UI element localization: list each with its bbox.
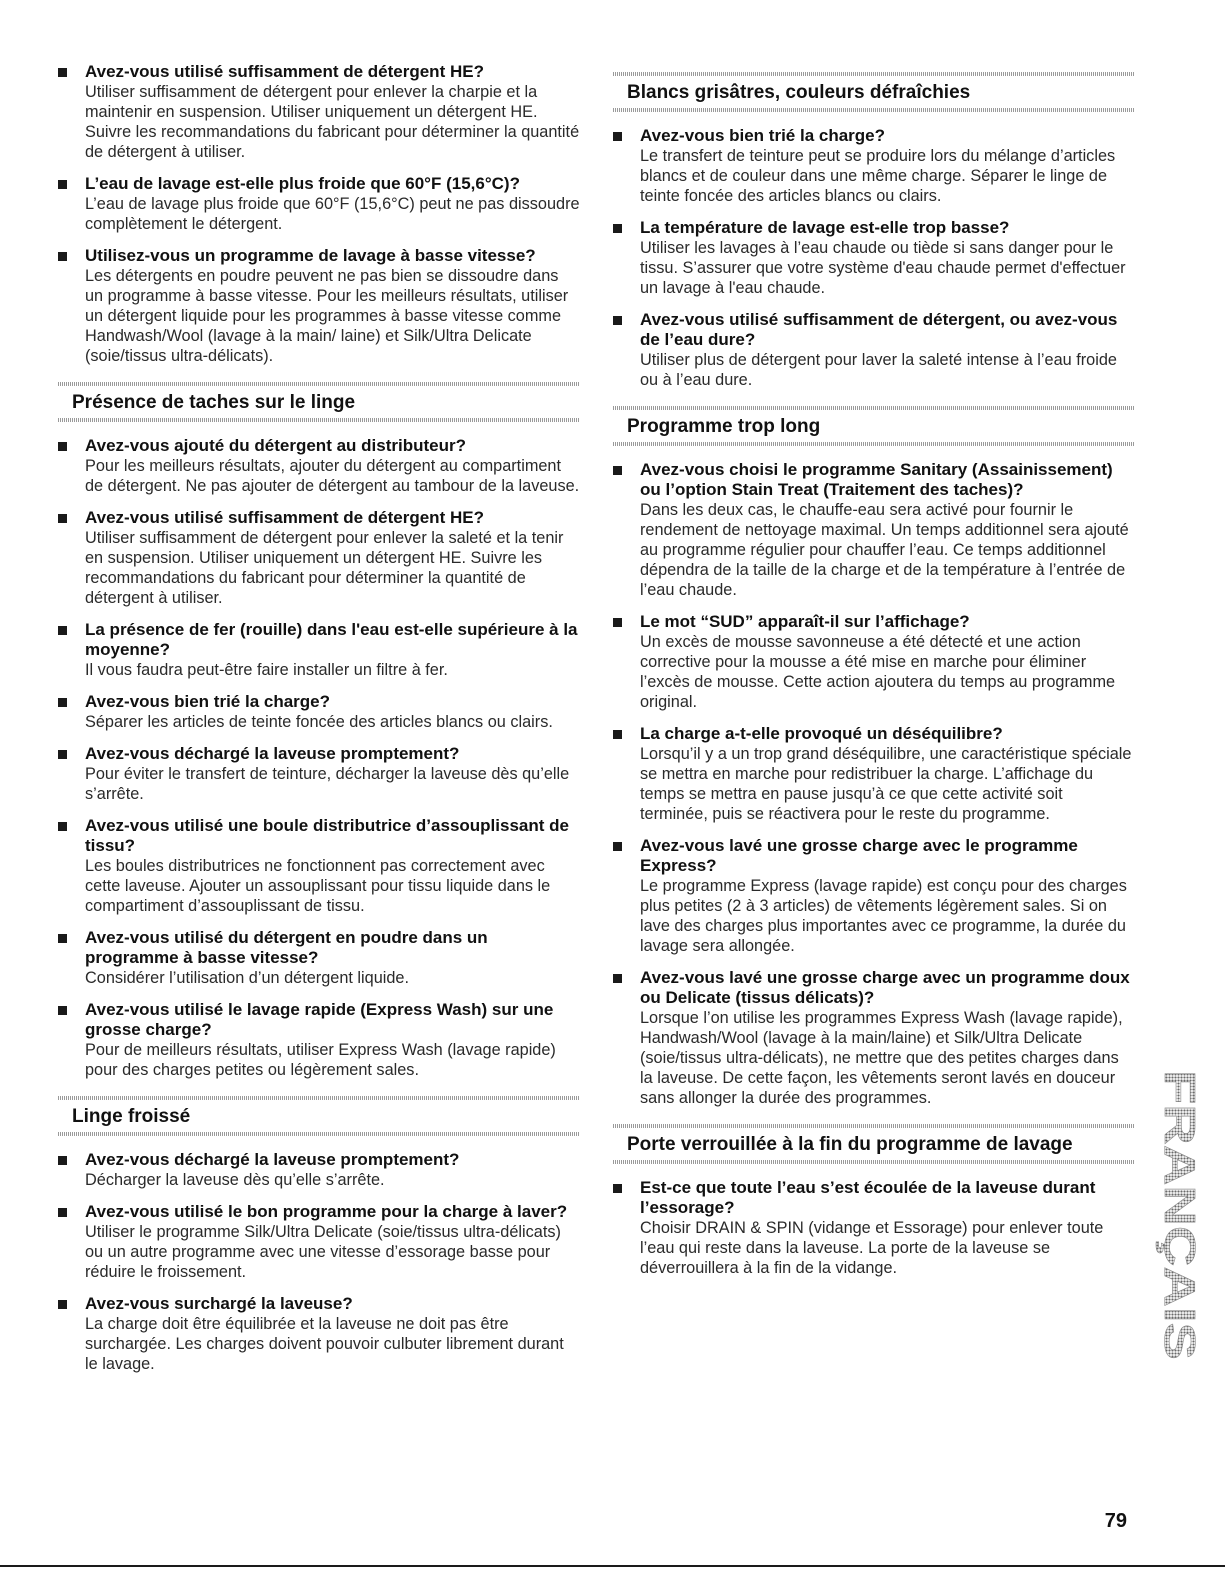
divider xyxy=(613,442,1135,446)
section-header xyxy=(58,1096,580,1136)
answer: Les détergents en poudre peuvent ne pas bien se dissoudre dans un programme à basse vitesse. Pour les meilleurs résultats, utiliser un détergent liquide pour les programmes à basse vitesse comme Handwash/Wool (lavage à la main/ laine) et Silk/Ultra Delicate (soie/tissus ultra-délicats). xyxy=(85,267,569,365)
answer: Considérer l’utilisation d’un détergent liquide. xyxy=(85,969,410,987)
bullet-icon xyxy=(613,132,622,141)
bullet-icon xyxy=(58,626,67,635)
bullet-icon xyxy=(58,934,67,943)
list-item xyxy=(58,1000,580,1080)
question: Est-ce que toute l’eau s’est écoulée de la laveuse durant l’essorage? xyxy=(640,1178,1096,1217)
answer: Décharger la laveuse dès qu’elle s’arrête. xyxy=(85,1171,385,1189)
list-item xyxy=(613,612,1135,712)
question: Avez-vous bien trié la charge? xyxy=(85,692,330,711)
bullet-icon xyxy=(58,1156,67,1165)
divider xyxy=(613,1160,1135,1164)
list-item xyxy=(613,968,1135,1108)
question: L’eau de lavage est-elle plus froide que 60°F (15,6°C)? xyxy=(85,174,520,193)
bullet-icon xyxy=(613,842,622,851)
question: Avez-vous utilisé suffisamment de détergent HE? xyxy=(85,62,484,81)
question: Avez-vous utilisé le bon programme pour la charge à laver? xyxy=(85,1202,568,1221)
question: Avez-vous utilisé une boule distributrice d’assouplissant de tissu? xyxy=(85,816,569,855)
bullet-icon xyxy=(613,224,622,233)
list-item xyxy=(613,836,1135,956)
bullet-icon xyxy=(58,1300,67,1309)
answer: Choisir DRAIN & SPIN (vidange et Essorage) pour enlever toute l’eau qui reste dans la laveuse. La porte de la laveuse se déverrouillera à la fin de la vidange. xyxy=(640,1219,1104,1277)
answer: Dans les deux cas, le chauffe-eau sera activé pour fournir le rendement de nettoyage maximal. Un temps additionnel sera ajouté au programme régulier pour chauffer l’eau. Ce temps additionnel dépendra de la taille de la charge et de la température à l’entrée de l’eau chaude. xyxy=(640,501,1129,599)
bullet-icon xyxy=(613,1184,622,1193)
question: Avez-vous lavé une grosse charge avec un programme doux ou Delicate (tissus délicats)? xyxy=(640,968,1130,1007)
answer: Lorsqu’il y a un trop grand déséquilibre, une caractéristique spéciale se mettra en marche pour redistribuer la charge. L’affichage du temps se mettra en pause jusqu’à ce que cette activité soit terminée, puis se réactivera pour le reste du programme. xyxy=(640,745,1132,823)
list-item xyxy=(613,460,1135,600)
answer: Il vous faudra peut-être faire installer un filtre à fer. xyxy=(85,661,448,679)
answer: Utiliser les lavages à l’eau chaude ou tiède si sans danger pour le tissu. S’assurer que votre système d'eau chaude permet d'effectuer un lavage à l'eau chaude. xyxy=(640,239,1126,297)
bullet-icon xyxy=(613,618,622,627)
answer: Pour les meilleurs résultats, ajouter du détergent au compartiment de détergent. Ne pas ajouter de détergent au tambour de la laveuse. xyxy=(85,457,580,495)
list-item xyxy=(613,1178,1135,1278)
page-number: 79 xyxy=(1104,1510,1127,1532)
answer: Utiliser le programme Silk/Ultra Delicate (soie/tissus ultra-délicats) ou un autre programme avec une vitesse d’essorage basse pour réduire le froissement. xyxy=(85,1223,561,1281)
question: Avez-vous déchargé la laveuse promptement? xyxy=(85,1150,460,1169)
answer: Le programme Express (lavage rapide) est conçu pour des charges plus petites (2 à 3 articles) de vêtements légèrement sales. Si on lave des charges plus importantes avec ce programme, la durée du lavage sera allongée. xyxy=(640,877,1127,955)
answer: La charge doit être équilibrée et la laveuse ne doit pas être surchargée. Les charges doivent pouvoir culbuter librement durant le lavage. xyxy=(85,1315,564,1373)
question: La température de lavage est-elle trop basse? xyxy=(640,218,1010,237)
question: Avez-vous lavé une grosse charge avec le programme Express? xyxy=(640,836,1078,875)
list-item xyxy=(58,508,580,608)
list-item xyxy=(58,436,580,496)
question: Avez-vous utilisé suffisamment de détergent HE? xyxy=(85,508,484,527)
divider xyxy=(613,108,1135,112)
answer: Un excès de mousse savonneuse a été détecté et une action corrective pour la mousse a été mise en marche pour éliminer l’excès de mousse. Cette action ajoutera du temps au programme original. xyxy=(640,633,1116,711)
list-item xyxy=(613,126,1135,206)
list-item xyxy=(58,816,580,916)
bullet-icon xyxy=(613,730,622,739)
list-item xyxy=(58,246,580,366)
bullet-icon xyxy=(58,1006,67,1015)
bullet-icon xyxy=(58,180,67,189)
bullet-icon xyxy=(58,822,67,831)
bullet-icon xyxy=(613,466,622,475)
bottom-rule xyxy=(0,1565,1225,1567)
question: Avez-vous bien trié la charge? xyxy=(640,126,885,145)
list-item xyxy=(58,744,580,804)
bullet-icon xyxy=(613,316,622,325)
bullet-icon xyxy=(58,1208,67,1217)
question: Avez-vous choisi le programme Sanitary (Assainissement) ou l’option Stain Treat (Traitement des taches)? xyxy=(640,460,1113,499)
bullet-icon xyxy=(58,698,67,707)
question: La présence de fer (rouille) dans l'eau est-elle supérieure à la moyenne? xyxy=(85,620,578,659)
list-item xyxy=(58,174,580,234)
list-item xyxy=(58,1294,580,1374)
answer: Le transfert de teinture peut se produire lors du mélange d’articles blancs et de couleur dans une même charge. Séparer le linge de teinte foncée des articles blancs ou clairs. xyxy=(640,147,1116,205)
question: Avez-vous utilisé du détergent en poudre dans un programme à basse vitesse? xyxy=(85,928,488,967)
answer: Utiliser suffisamment de détergent pour enlever la saleté et la tenir en suspension. Utiliser uniquement un détergent HE. Suivre les recommandations du fabricant pour déterminer la quantité de détergent à utiliser. xyxy=(85,529,564,607)
section-title: Programme trop long xyxy=(627,416,821,437)
list-item xyxy=(58,692,580,732)
answer: Lorsque l’on utilise les programmes Express Wash (lavage rapide), Handwash/Wool (lavage à la main/laine) et Silk/Ultra Delicate (soie/tissus ultra-délicats), ne mettre que des petites charges dans la laveuse. De cette façon, les vêtements seront lavés en douceur sans allonger la durée des programmes. xyxy=(640,1009,1123,1107)
answer: Pour éviter le transfert de teinture, décharger la laveuse dès qu’elle s’arrête. xyxy=(85,765,570,803)
question: Utilisez-vous un programme de lavage à basse vitesse? xyxy=(85,246,536,265)
answer: Utiliser plus de détergent pour laver la saleté intense à l’eau froide ou à l’eau dure. xyxy=(640,351,1117,389)
language-side-tab xyxy=(1151,1070,1209,1360)
divider xyxy=(58,418,580,422)
right-column xyxy=(613,62,1135,1290)
bullet-icon xyxy=(58,514,67,523)
side-tab-text: FRANÇAIS xyxy=(1155,1070,1204,1298)
question: Avez-vous utilisé le lavage rapide (Express Wash) sur une grosse charge? xyxy=(85,1000,554,1039)
question: Le mot “SUD” apparaît-il sur l’affichage? xyxy=(640,612,970,631)
list-item xyxy=(58,1202,580,1282)
bullet-icon xyxy=(58,252,67,261)
section-title: Présence de taches sur le linge xyxy=(72,392,356,413)
section-header xyxy=(58,382,580,422)
question: Avez-vous surchargé la laveuse? xyxy=(85,1294,353,1313)
divider xyxy=(58,1132,580,1136)
list-item xyxy=(58,620,580,680)
list-item xyxy=(58,1150,580,1190)
section-header xyxy=(613,406,1135,446)
list-item xyxy=(58,62,580,162)
answer: L’eau de lavage plus froide que 60°F (15,6°C) peut ne pas dissoudre complètement le détergent. xyxy=(85,195,580,233)
section-title: Linge froissé xyxy=(72,1106,191,1127)
section-header xyxy=(613,1124,1135,1164)
list-item xyxy=(613,218,1135,298)
section-title: Blancs grisâtres, couleurs défraîchies xyxy=(627,82,971,103)
bullet-icon xyxy=(58,68,67,77)
question: Avez-vous utilisé suffisamment de détergent, ou avez-vous de l’eau dure? xyxy=(640,310,1118,349)
answer: Les boules distributrices ne fonctionnent pas correctement avec cette laveuse. Ajouter un assouplissant pour tissu liquide dans le compartiment d’assouplissant de tissu. xyxy=(85,857,551,915)
question: La charge a-t-elle provoqué un déséquilibre? xyxy=(640,724,1003,743)
section-header xyxy=(613,72,1135,112)
list-item xyxy=(58,928,580,988)
answer: Pour de meilleurs résultats, utiliser Express Wash (lavage rapide) pour des charges petites ou légèrement sales. xyxy=(85,1041,556,1079)
bullet-icon xyxy=(58,750,67,759)
left-column xyxy=(58,62,580,1386)
answer: Séparer les articles de teinte foncée des articles blancs ou clairs. xyxy=(85,713,553,731)
answer: Utiliser suffisamment de détergent pour enlever la charpie et la maintenir en suspension. Utiliser uniquement un détergent HE. Suivre les recommandations du fabricant pour déterminer la quantité de détergent à utiliser. xyxy=(85,83,580,161)
list-item xyxy=(613,310,1135,390)
question: Avez-vous déchargé la laveuse promptement? xyxy=(85,744,460,763)
list-item xyxy=(613,724,1135,824)
bullet-icon xyxy=(613,974,622,983)
section-title: Porte verrouillée à la fin du programme de lavage xyxy=(627,1134,1073,1155)
question: Avez-vous ajouté du détergent au distributeur? xyxy=(85,436,466,455)
bullet-icon xyxy=(58,442,67,451)
